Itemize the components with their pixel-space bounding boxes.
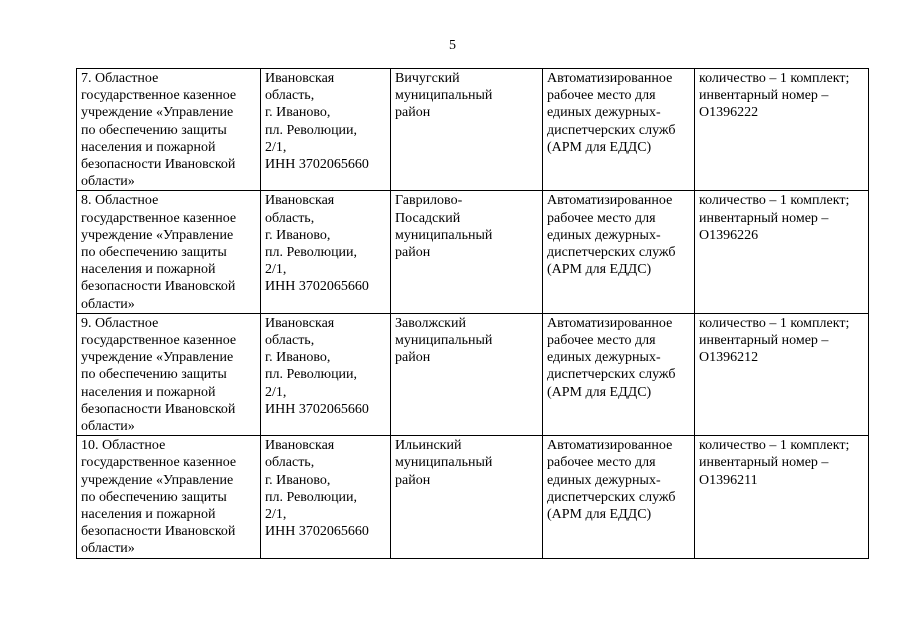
table-row: [77, 436, 869, 558]
organization-cell: 10. Областное государственное казенное учреждение «Управление по обеспечению защиты населения и пожарной безопасности Ивановской области»: [77, 436, 261, 558]
organization-cell: 9. Областное государственное казенное учреждение «Управление по обеспечению защиты населения и пожарной безопасности Ивановской области»: [77, 313, 261, 435]
organization-cell: 8. Областное государственное казенное учреждение «Управление по обеспечению защиты населения и пожарной безопасности Ивановской области»: [77, 191, 261, 313]
details-cell: количество – 1 комплект; инвентарный номер – О1396212: [695, 313, 869, 435]
equipment-cell: Автоматизированное рабочее место для единых дежурных- диспетчерских служб (АРМ для ЕДДС): [543, 436, 695, 558]
page-number: 5: [449, 38, 456, 53]
address-cell: Ивановская область, г. Иваново, пл. Революции, 2/1, ИНН 3702065660: [261, 191, 391, 313]
table-row: [77, 69, 869, 191]
equipment-cell: Автоматизированное рабочее место для единых дежурных- диспетчерских служб (АРМ для ЕДДС): [543, 191, 695, 313]
equipment-cell: Автоматизированное рабочее место для единых дежурных- диспетчерских служб (АРМ для ЕДДС): [543, 69, 695, 191]
details-cell: количество – 1 комплект; инвентарный номер – О1396222: [695, 69, 869, 191]
property-table: [76, 68, 869, 559]
address-cell: Ивановская область, г. Иваново, пл. Революции, 2/1, ИНН 3702065660: [261, 313, 391, 435]
organization-cell: 7. Областное государственное казенное учреждение «Управление по обеспечению защиты населения и пожарной безопасности Ивановской области»: [77, 69, 261, 191]
district-cell: Гаврилово- Посадский муниципальный район: [391, 191, 543, 313]
details-cell: количество – 1 комплект; инвентарный номер – О1396211: [695, 436, 869, 558]
address-cell: Ивановская область, г. Иваново, пл. Революции, 2/1, ИНН 3702065660: [261, 69, 391, 191]
district-cell: Заволжский муниципальный район: [391, 313, 543, 435]
details-cell: количество – 1 комплект; инвентарный номер – О1396226: [695, 191, 869, 313]
address-cell: Ивановская область, г. Иваново, пл. Революции, 2/1, ИНН 3702065660: [261, 436, 391, 558]
table-row: [77, 313, 869, 435]
district-cell: Вичугский муниципальный район: [391, 69, 543, 191]
district-cell: Ильинский муниципальный район: [391, 436, 543, 558]
table-row: [77, 191, 869, 313]
equipment-cell: Автоматизированное рабочее место для единых дежурных- диспетчерских служб (АРМ для ЕДДС): [543, 313, 695, 435]
